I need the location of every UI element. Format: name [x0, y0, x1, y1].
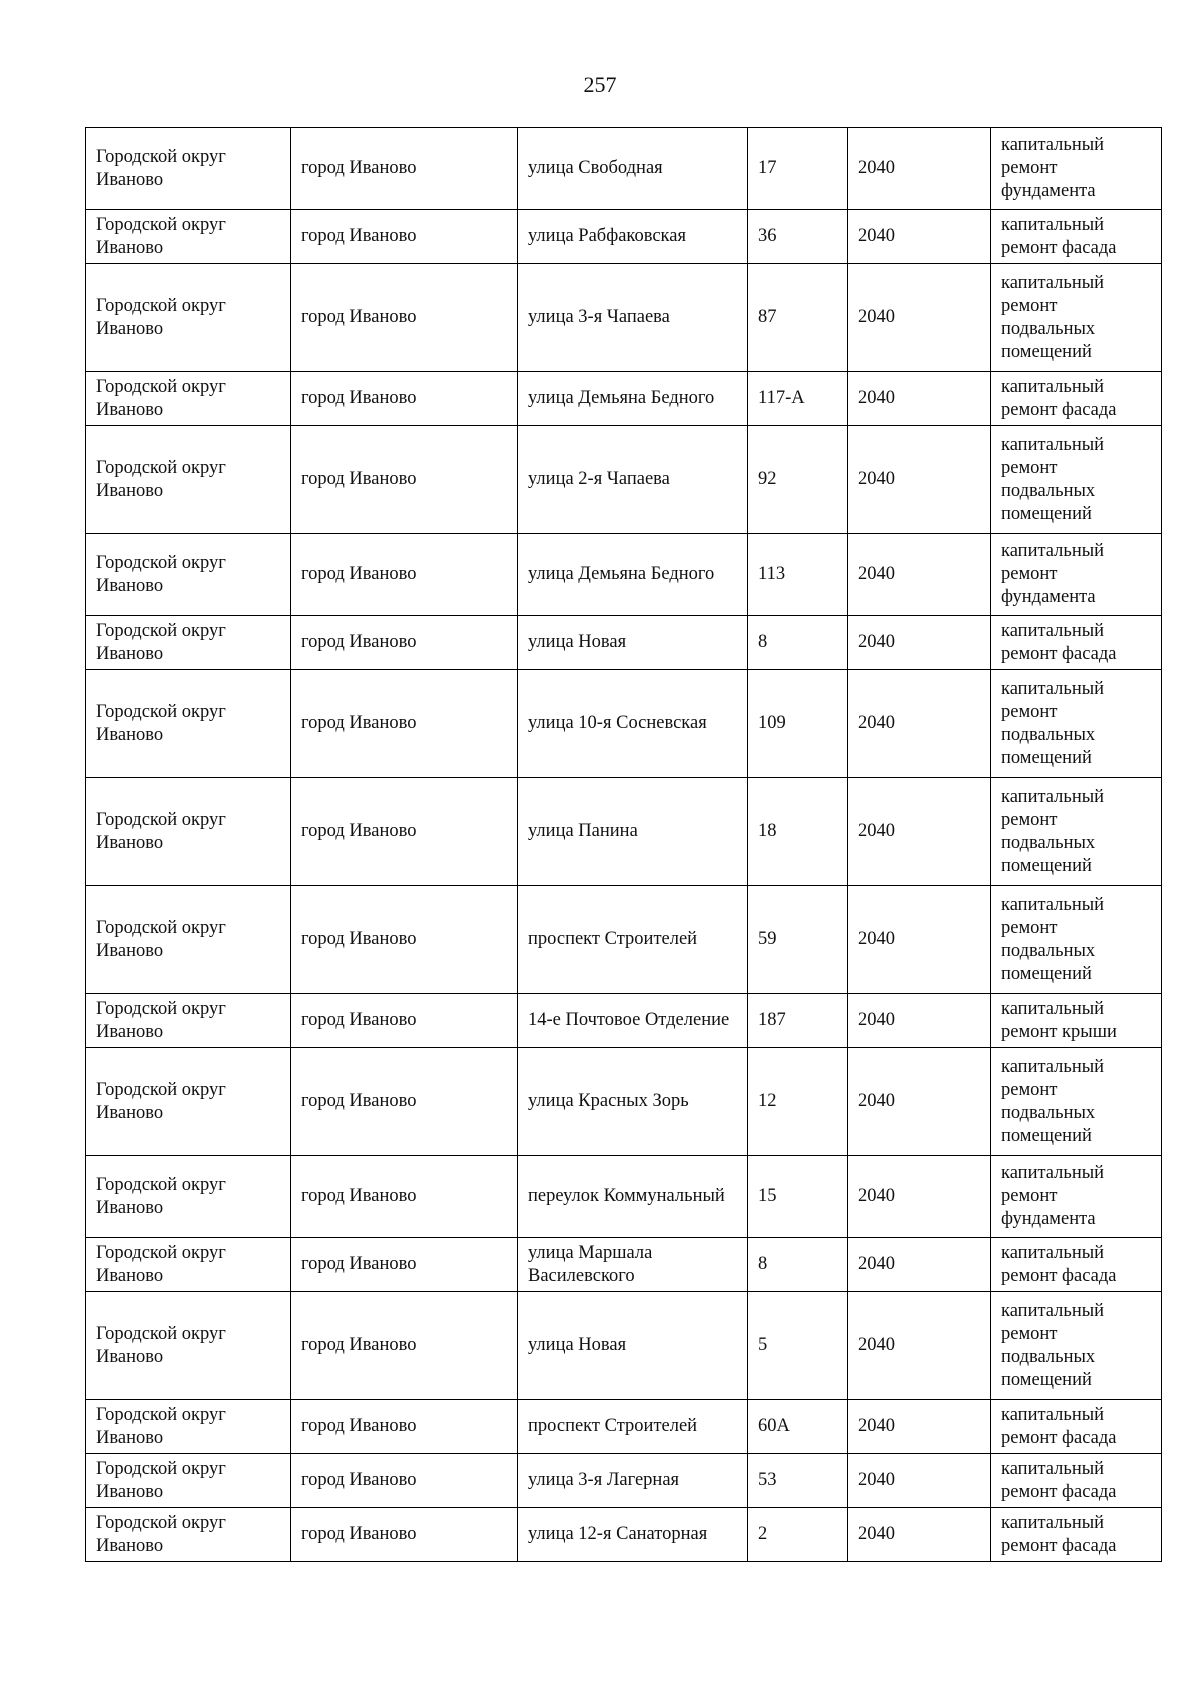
table-row: [86, 534, 1162, 616]
work-type-cell: капитальный ремонт подвальных помещений: [991, 1048, 1162, 1156]
work-type-cell: капитальный ремонт фасада: [991, 210, 1162, 264]
settlement-cell: город Иваново: [291, 994, 518, 1048]
street-cell: переулок Коммунальный: [518, 1156, 748, 1238]
work-type-cell: капитальный ремонт крыши: [991, 994, 1162, 1048]
table-row: [86, 1156, 1162, 1238]
district-cell: Городской округ Иваново: [86, 778, 291, 886]
district-cell: Городской округ Иваново: [86, 426, 291, 534]
table-row: [86, 426, 1162, 534]
district-cell: Городской округ Иваново: [86, 670, 291, 778]
work-type-cell: капитальный ремонт подвальных помещений: [991, 778, 1162, 886]
settlement-cell: город Иваново: [291, 128, 518, 210]
year-cell: 2040: [848, 372, 991, 426]
street-cell: улица Новая: [518, 1292, 748, 1400]
street-cell: проспект Строителей: [518, 1400, 748, 1454]
settlement-cell: город Иваново: [291, 1400, 518, 1454]
street-cell: проспект Строителей: [518, 886, 748, 994]
work-type-cell: капитальный ремонт фасада: [991, 616, 1162, 670]
house-number-cell: 60А: [748, 1400, 848, 1454]
street-cell: улица 3-я Чапаева: [518, 264, 748, 372]
settlement-cell: город Иваново: [291, 264, 518, 372]
house-number-cell: 87: [748, 264, 848, 372]
year-cell: 2040: [848, 1508, 991, 1562]
year-cell: 2040: [848, 1454, 991, 1508]
district-cell: Городской округ Иваново: [86, 534, 291, 616]
work-type-cell: капитальный ремонт фасада: [991, 1508, 1162, 1562]
district-cell: Городской округ Иваново: [86, 128, 291, 210]
district-cell: Городской округ Иваново: [86, 1508, 291, 1562]
work-type-cell: капитальный ремонт фасада: [991, 1238, 1162, 1292]
table-row: [86, 994, 1162, 1048]
table-row: [86, 886, 1162, 994]
table-row: [86, 1508, 1162, 1562]
year-cell: 2040: [848, 778, 991, 886]
year-cell: 2040: [848, 994, 991, 1048]
table-row: [86, 128, 1162, 210]
repair-schedule-table: [85, 127, 1162, 1562]
district-cell: Городской округ Иваново: [86, 264, 291, 372]
work-type-cell: капитальный ремонт подвальных помещений: [991, 426, 1162, 534]
settlement-cell: город Иваново: [291, 670, 518, 778]
settlement-cell: город Иваново: [291, 1156, 518, 1238]
house-number-cell: 53: [748, 1454, 848, 1508]
table-row: [86, 616, 1162, 670]
settlement-cell: город Иваново: [291, 1238, 518, 1292]
year-cell: 2040: [848, 886, 991, 994]
house-number-cell: 36: [748, 210, 848, 264]
table-row: [86, 1400, 1162, 1454]
house-number-cell: 109: [748, 670, 848, 778]
district-cell: Городской округ Иваново: [86, 1238, 291, 1292]
work-type-cell: капитальный ремонт фасада: [991, 372, 1162, 426]
street-cell: улица Панина: [518, 778, 748, 886]
work-type-cell: капитальный ремонт подвальных помещений: [991, 1292, 1162, 1400]
district-cell: Городской округ Иваново: [86, 616, 291, 670]
settlement-cell: город Иваново: [291, 210, 518, 264]
street-cell: улица Рабфаковская: [518, 210, 748, 264]
year-cell: 2040: [848, 1048, 991, 1156]
street-cell: улица Маршала Василевского: [518, 1238, 748, 1292]
year-cell: 2040: [848, 128, 991, 210]
settlement-cell: город Иваново: [291, 426, 518, 534]
year-cell: 2040: [848, 616, 991, 670]
year-cell: 2040: [848, 1400, 991, 1454]
house-number-cell: 117-А: [748, 372, 848, 426]
settlement-cell: город Иваново: [291, 616, 518, 670]
district-cell: Городской округ Иваново: [86, 1292, 291, 1400]
table-row: [86, 1454, 1162, 1508]
year-cell: 2040: [848, 1238, 991, 1292]
year-cell: 2040: [848, 670, 991, 778]
house-number-cell: 8: [748, 616, 848, 670]
year-cell: 2040: [848, 1156, 991, 1238]
work-type-cell: капитальный ремонт фундамента: [991, 534, 1162, 616]
house-number-cell: 12: [748, 1048, 848, 1156]
house-number-cell: 17: [748, 128, 848, 210]
district-cell: Городской округ Иваново: [86, 372, 291, 426]
table-row: [86, 372, 1162, 426]
district-cell: Городской округ Иваново: [86, 994, 291, 1048]
settlement-cell: город Иваново: [291, 372, 518, 426]
street-cell: улица 3-я Лагерная: [518, 1454, 748, 1508]
year-cell: 2040: [848, 1292, 991, 1400]
house-number-cell: 5: [748, 1292, 848, 1400]
work-type-cell: капитальный ремонт подвальных помещений: [991, 670, 1162, 778]
work-type-cell: капитальный ремонт фундамента: [991, 128, 1162, 210]
page-number: 257: [583, 72, 617, 97]
year-cell: 2040: [848, 426, 991, 534]
table-row: [86, 1048, 1162, 1156]
settlement-cell: город Иваново: [291, 778, 518, 886]
street-cell: улица Демьяна Бедного: [518, 372, 748, 426]
street-cell: улица Новая: [518, 616, 748, 670]
table-row: [86, 1238, 1162, 1292]
street-cell: улица Демьяна Бедного: [518, 534, 748, 616]
work-type-cell: капитальный ремонт фундамента: [991, 1156, 1162, 1238]
table-row: [86, 1292, 1162, 1400]
district-cell: Городской округ Иваново: [86, 1048, 291, 1156]
settlement-cell: город Иваново: [291, 1454, 518, 1508]
house-number-cell: 2: [748, 1508, 848, 1562]
house-number-cell: 92: [748, 426, 848, 534]
street-cell: улица Свободная: [518, 128, 748, 210]
settlement-cell: город Иваново: [291, 1292, 518, 1400]
street-cell: 14-е Почтовое Отделение: [518, 994, 748, 1048]
district-cell: Городской округ Иваново: [86, 1454, 291, 1508]
street-cell: улица Красных Зорь: [518, 1048, 748, 1156]
house-number-cell: 18: [748, 778, 848, 886]
settlement-cell: город Иваново: [291, 534, 518, 616]
settlement-cell: город Иваново: [291, 1048, 518, 1156]
house-number-cell: 187: [748, 994, 848, 1048]
house-number-cell: 113: [748, 534, 848, 616]
year-cell: 2040: [848, 264, 991, 372]
house-number-cell: 8: [748, 1238, 848, 1292]
work-type-cell: капитальный ремонт подвальных помещений: [991, 886, 1162, 994]
district-cell: Городской округ Иваново: [86, 210, 291, 264]
table-row: [86, 210, 1162, 264]
work-type-cell: капитальный ремонт фасада: [991, 1400, 1162, 1454]
year-cell: 2040: [848, 534, 991, 616]
house-number-cell: 59: [748, 886, 848, 994]
table-row: [86, 778, 1162, 886]
work-type-cell: капитальный ремонт подвальных помещений: [991, 264, 1162, 372]
year-cell: 2040: [848, 210, 991, 264]
street-cell: улица 10-я Сосневская: [518, 670, 748, 778]
house-number-cell: 15: [748, 1156, 848, 1238]
work-type-cell: капитальный ремонт фасада: [991, 1454, 1162, 1508]
street-cell: улица 12-я Санаторная: [518, 1508, 748, 1562]
table-body: [86, 128, 1162, 1562]
table-row: [86, 264, 1162, 372]
table-row: [86, 670, 1162, 778]
settlement-cell: город Иваново: [291, 1508, 518, 1562]
street-cell: улица 2-я Чапаева: [518, 426, 748, 534]
district-cell: Городской округ Иваново: [86, 886, 291, 994]
settlement-cell: город Иваново: [291, 886, 518, 994]
district-cell: Городской округ Иваново: [86, 1156, 291, 1238]
district-cell: Городской округ Иваново: [86, 1400, 291, 1454]
